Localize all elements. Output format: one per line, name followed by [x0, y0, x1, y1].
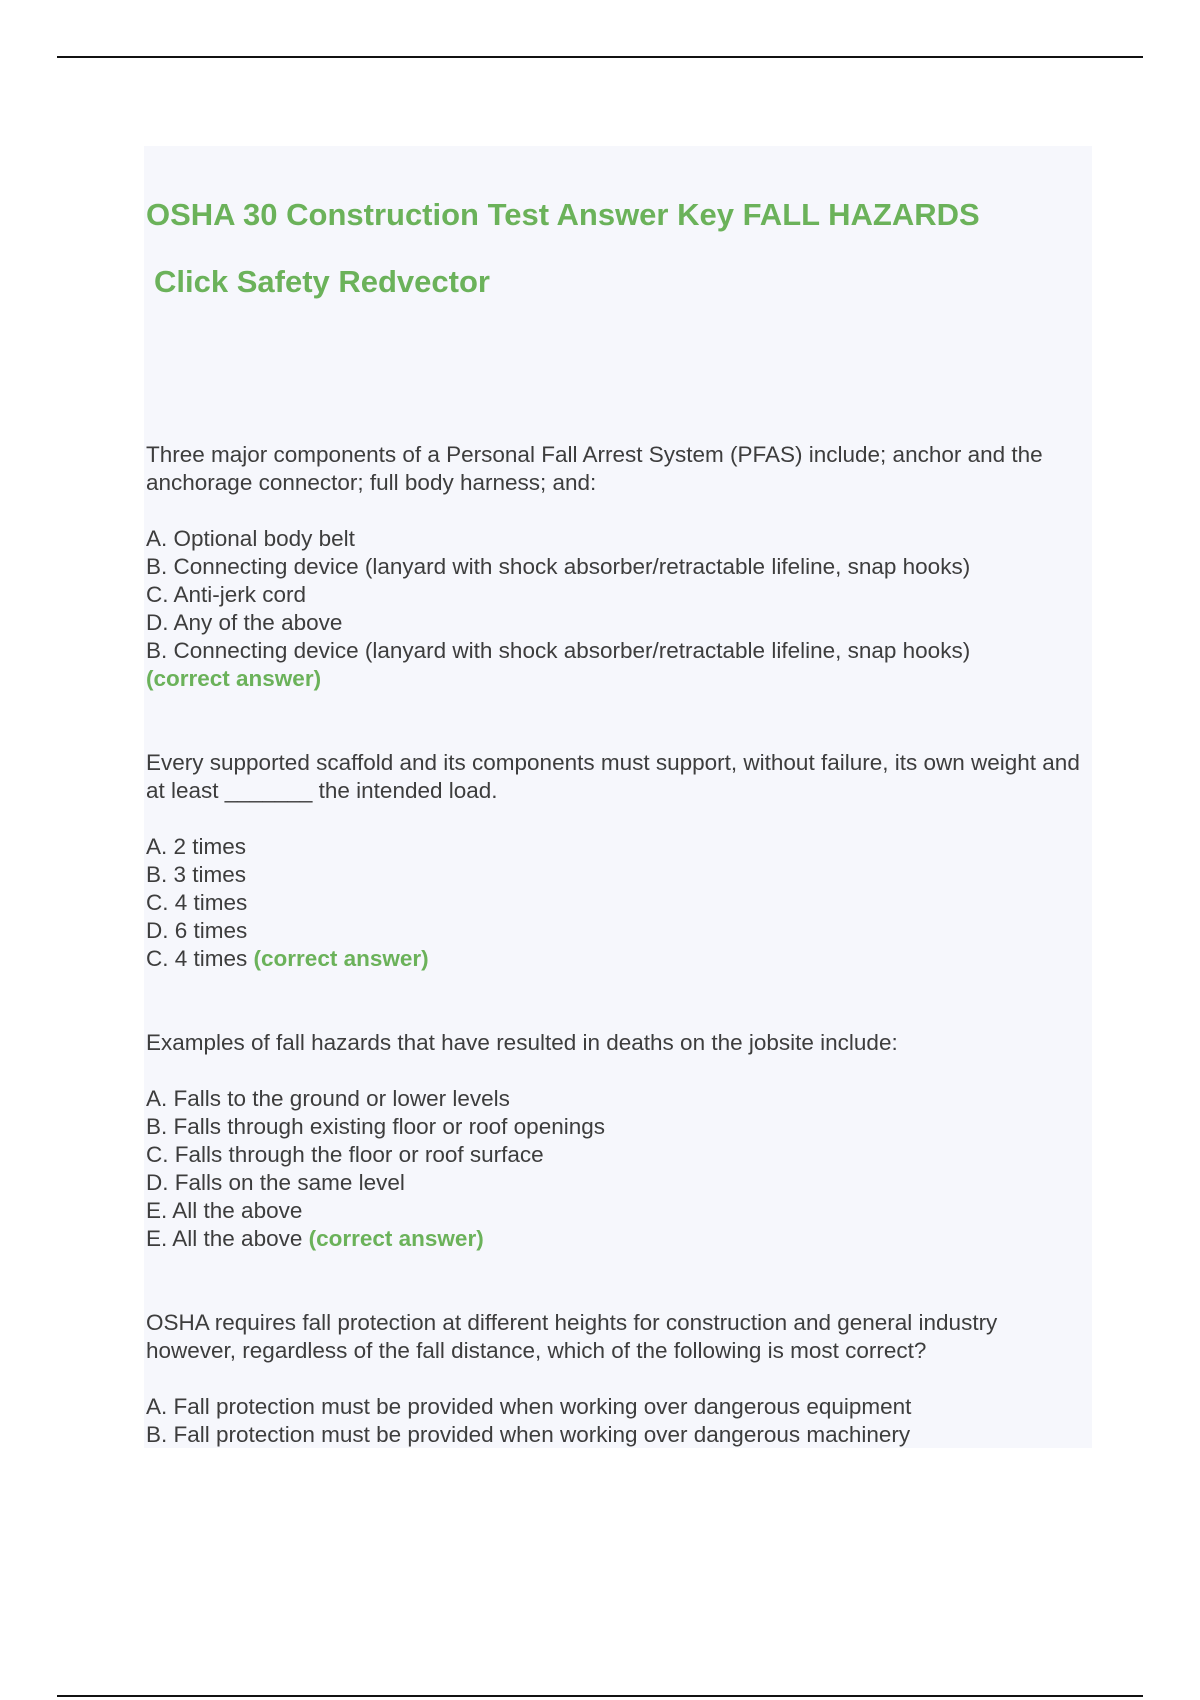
- answer-line: [146, 1225, 1081, 1253]
- correct-answer-label: (correct answer): [308, 1226, 484, 1251]
- option-b: B. Fall protection must be provided when working over dangerous machinery: [146, 1422, 911, 1447]
- question-block-4: [146, 1309, 1081, 1449]
- question-block-1: [146, 441, 1081, 693]
- option-c: C. Falls through the floor or roof surface: [146, 1142, 544, 1167]
- option-b: B. Falls through existing floor or roof openings: [146, 1114, 605, 1139]
- option-list: [146, 833, 1081, 973]
- option-list: [146, 1393, 1081, 1449]
- top-rule: [57, 56, 1143, 58]
- question-text: Examples of fall hazards that have resulted in deaths on the jobsite include:: [146, 1030, 898, 1055]
- option-a: A. Falls to the ground or lower levels: [146, 1086, 510, 1111]
- option-d: D. 6 times: [146, 918, 248, 943]
- option-e: E. All the above: [146, 1198, 303, 1223]
- bottom-rule: [57, 1695, 1143, 1697]
- correct-answer-label: (correct answer): [253, 946, 429, 971]
- option-a: A. Fall protection must be provided when working over dangerous equipment: [146, 1394, 912, 1419]
- answer-text: E. All the above: [146, 1226, 303, 1251]
- option-c: C. Anti-jerk cord: [146, 582, 307, 607]
- question-block-2: [146, 749, 1081, 973]
- option-d: D. Falls on the same level: [146, 1170, 405, 1195]
- question-block-3: [146, 1029, 1081, 1253]
- correct-answer-label: (correct answer): [146, 666, 322, 691]
- question-text: Three major components of a Personal Fall Arrest System (PFAS) include; anchor and the anchorage connector; full body harness; and:: [146, 442, 1043, 495]
- answer-text: B. Connecting device (lanyard with shock absorber/retractable lifeline, snap hooks): [146, 638, 971, 663]
- answer-line: [146, 665, 1081, 693]
- answer-text: C. 4 times: [146, 946, 248, 971]
- option-list: [146, 1085, 1081, 1253]
- answer-line: [146, 945, 1081, 973]
- document-subtitle: Click Safety Redvector: [154, 264, 490, 299]
- question-text: Every supported scaffold and its components must support, without failure, its own weight and at least _______ the intended load.: [146, 750, 1080, 803]
- document-title: OSHA 30 Construction Test Answer Key FALL HAZARDS: [146, 197, 980, 232]
- option-a: A. Optional body belt: [146, 526, 355, 551]
- option-c: C. 4 times: [146, 890, 248, 915]
- option-b: B. 3 times: [146, 862, 247, 887]
- question-list: [146, 441, 1081, 1449]
- option-list: [146, 525, 1081, 665]
- option-a: A. 2 times: [146, 834, 247, 859]
- option-d: D. Any of the above: [146, 610, 343, 635]
- question-text: OSHA requires fall protection at different heights for construction and general industry however, regardless of the fall distance, which of the following is most correct?: [146, 1310, 998, 1363]
- option-b: B. Connecting device (lanyard with shock absorber/retractable lifeline, snap hooks): [146, 554, 971, 579]
